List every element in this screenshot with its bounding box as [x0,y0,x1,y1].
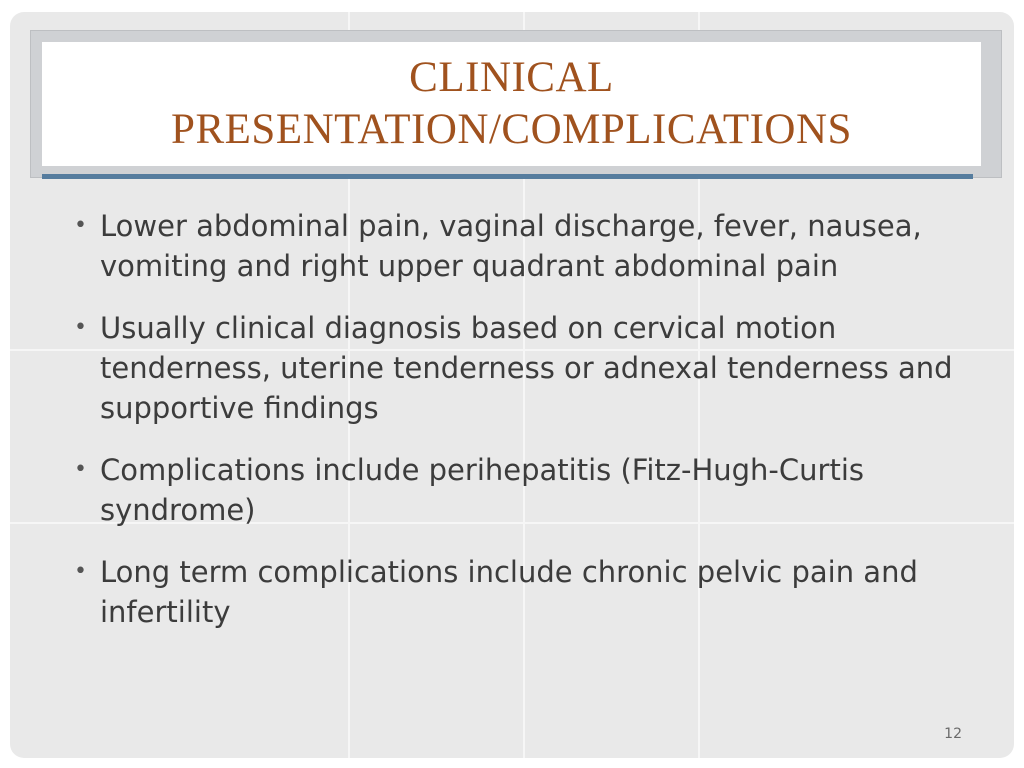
bullet-icon: • [74,457,87,482]
bullet-text: Complications include perihepatitis (Fitz-Hugh-Curtis syndrome) [100,453,864,527]
bullet-text: Lower abdominal pain, vaginal discharge, fever, nausea, vomiting and right upper quadrant abdominal pain [100,209,922,283]
slide-title-line-2: PRESENTATION/COMPLICATIONS [171,106,852,153]
title-underline-rule [42,174,973,179]
bullet-list [62,206,962,654]
slide-title-line-1: CLINICAL [409,54,614,101]
bullet-text: Long term complications include chronic pelvic pain and infertility [100,555,918,629]
bullet-icon: • [74,213,87,238]
bullet-item [62,552,962,632]
bullet-item [62,308,962,428]
slide-title [42,42,981,166]
bullet-text: Usually clinical diagnosis based on cervical motion tenderness, uterine tenderness or adnexal tenderness and supportive findings [100,311,953,425]
bullet-item [62,206,962,286]
page-number: 12 [944,726,962,742]
bullet-icon: • [74,559,87,584]
bullet-icon: • [74,315,87,340]
slide-background-panel [10,12,1014,758]
bullet-item [62,450,962,530]
